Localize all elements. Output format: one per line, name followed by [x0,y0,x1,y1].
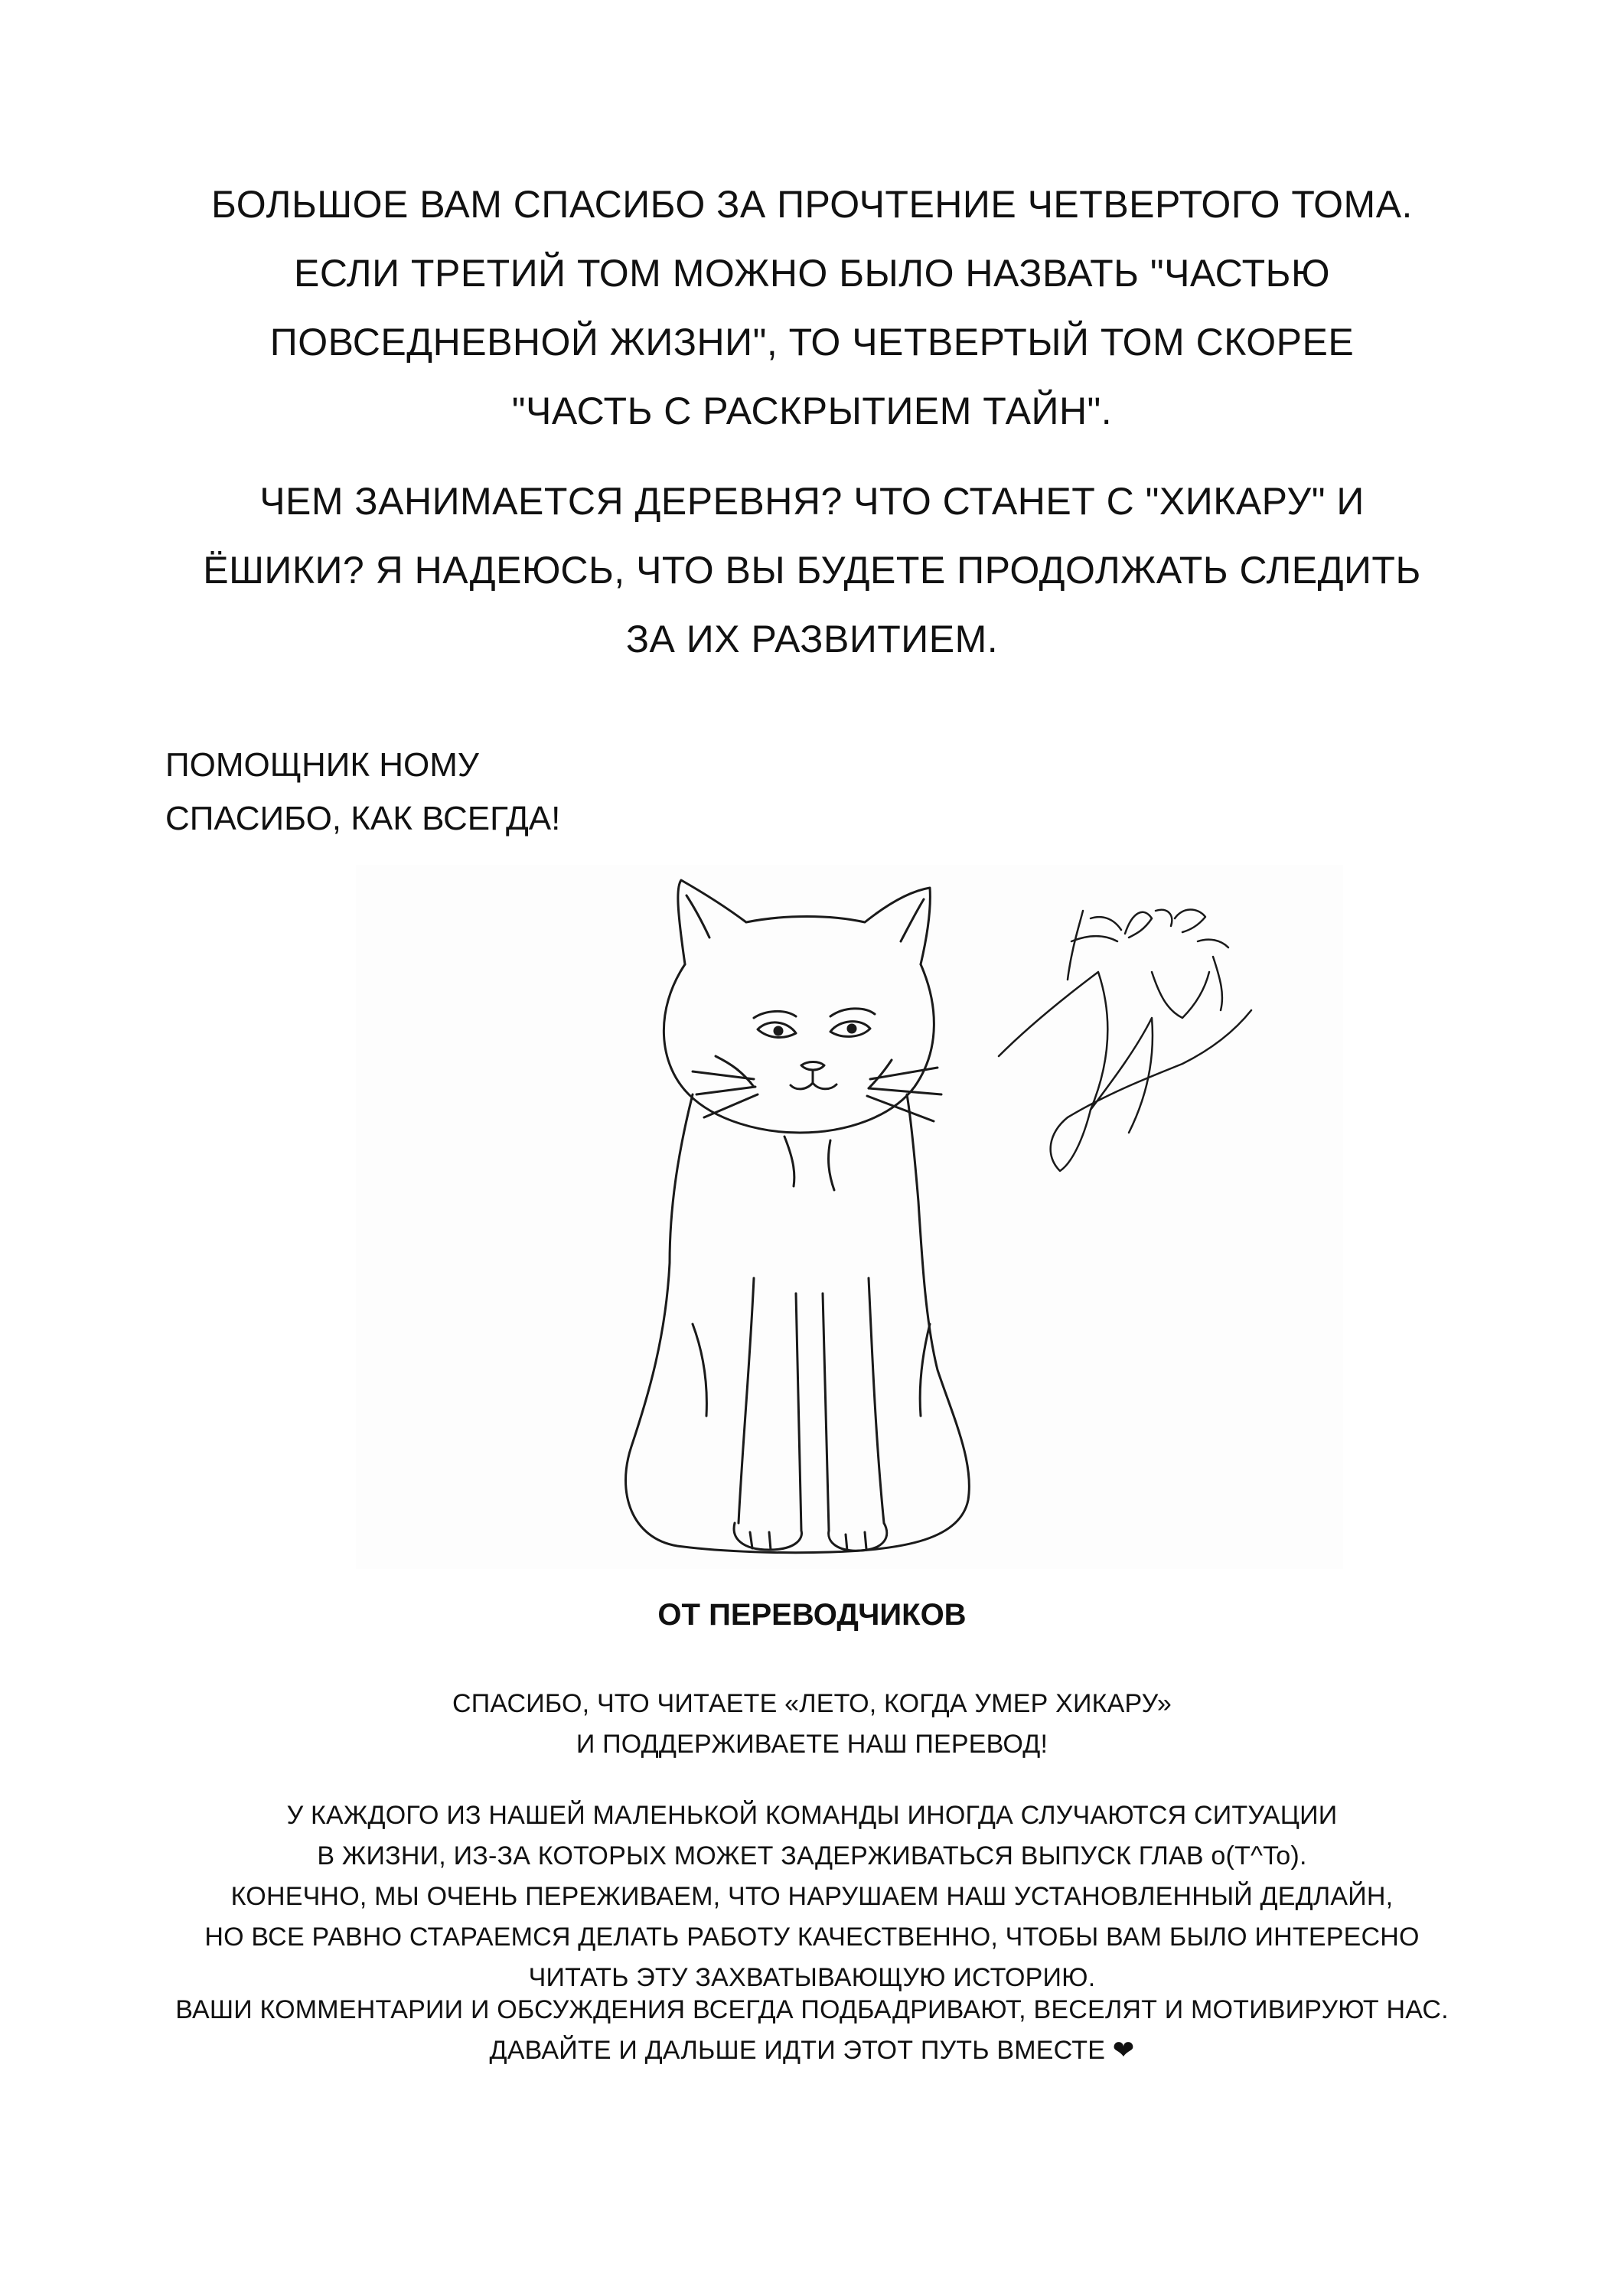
translators-line: КОНЕЧНО, МЫ ОЧЕНЬ ПЕРЕЖИВАЕМ, ЧТО НАРУШАЕМ НАШ УСТАНОВЛЕННЫЙ ДЕДЛАЙН, [230,1882,1394,1911]
afterword-line: ЧЕМ ЗАНИМАЕТСЯ ДЕРЕВНЯ? ЧТО СТАНЕТ С "ХИКАРУ" И [259,480,1365,523]
translators-line: НО ВСЕ РАВНО СТАРАЕМСЯ ДЕЛАТЬ РАБОТУ КАЧЕСТВЕННО, ЧТОБЫ ВАМ БЫЛО ИНТЕРЕСНО [204,1923,1420,1952]
translators-line: У КАЖДОГО ИЗ НАШЕЙ МАЛЕНЬКОЙ КОМАНДЫ ИНОГДА СЛУЧАЮТСЯ СИТУАЦИИ [286,1801,1338,1830]
translators-line: И ПОДДЕРЖИВАЕТЕ НАШ ПЕРЕВОД! [576,1730,1048,1759]
translators-heading: ОТ ПЕРЕВОДЧИКОВ [657,1598,967,1632]
cat-icon [626,880,970,1553]
afterword-paragraph-2 [0,467,1624,673]
translators-thanks [0,1684,1624,1765]
afterword-line: ЁШИКИ? Я НАДЕЮСЬ, ЧТО ВЫ БУДЕТЕ ПРОДОЛЖАТЬ СЛЕДИТЬ [203,549,1421,592]
translators-closing [0,1990,1624,2071]
assistant-note [165,739,560,846]
afterword-line: БОЛЬШОЕ ВАМ СПАСИБО ЗА ПРОЧТЕНИЕ ЧЕТВЕРТОГО ТОМА. [211,183,1413,226]
afterword-paragraph-1 [0,170,1624,445]
translators-line: ЧИТАТЬ ЭТУ ЗАХВАТЫВАЮЩУЮ ИСТОРИЮ. [528,1963,1096,1992]
assistant-note-line: ПОМОЩНИК НОМУ [165,746,479,784]
signature-icon [999,909,1251,1171]
afterword-line: ЗА ИХ РАЗВИТИЕМ. [625,618,999,660]
translators-line: В ЖИЗНИ, ИЗ-ЗА КОТОРЫХ МОЖЕТ ЗАДЕРЖИВАТЬСЯ ВЫПУСК ГЛАВ o(T^To). [317,1841,1307,1870]
cat-drawing [356,865,1343,1569]
afterword-line: ЕСЛИ ТРЕТИЙ ТОМ МОЖНО БЫЛО НАЗВАТЬ "ЧАСТЬЮ [293,252,1330,295]
afterword-line: "ЧАСТЬ С РАСКРЫТИЕМ ТАЙН". [511,390,1113,432]
translators-apology [0,1795,1624,1998]
cat-illustration [356,865,1343,1569]
translators-line: ВАШИ КОММЕНТАРИИ И ОБСУЖДЕНИЯ ВСЕГДА ПОДБАДРИВАЮТ, ВЕСЕЛЯТ И МОТИВИРУЮТ НАС. [175,1995,1449,2024]
translators-line: СПАСИБО, ЧТО ЧИТАЕТЕ «ЛЕТО, КОГДА УМЕР ХИКАРУ» [452,1689,1172,1718]
translators-line: ДАВАЙТЕ И ДАЛЬШЕ ИДТИ ЭТОТ ПУТЬ ВМЕСТЕ ❤ [489,2036,1135,2065]
afterword-line: ПОВСЕДНЕВНОЙ ЖИЗНИ", ТО ЧЕТВЕРТЫЙ ТОМ СКОРЕЕ [269,321,1355,364]
assistant-note-line: СПАСИБО, КАК ВСЕГДА! [165,800,561,837]
